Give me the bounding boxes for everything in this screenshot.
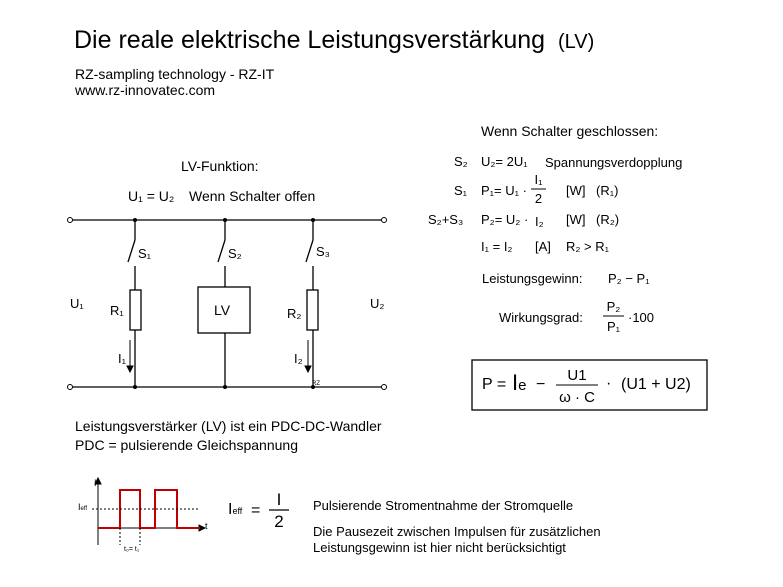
lv-box-label: LV xyxy=(214,302,231,318)
row1-note: Spannungsverdopplung xyxy=(545,155,683,170)
formula-ie: Ie xyxy=(512,370,527,395)
gain-label: Leistungsgewinn: xyxy=(482,271,583,286)
terminal-top-right xyxy=(382,218,387,223)
pulse-t-axis-label: t xyxy=(205,521,208,531)
lv-function-heading: LV-Funktion: xyxy=(181,158,259,174)
switch-s1-label: S₁ xyxy=(138,246,152,261)
resistor-r1 xyxy=(130,290,141,330)
voltage-u1-label: U₁ xyxy=(70,296,84,311)
row2-denominator: 2 xyxy=(534,191,543,206)
formula-lhs: P = xyxy=(482,376,507,393)
gain-expression: P₂ − P₁ xyxy=(608,271,650,286)
ieff-formula-numerator: I xyxy=(276,490,282,509)
ieff-formula-eq: = xyxy=(251,502,261,519)
resistor-r2 xyxy=(307,290,318,330)
terminal-top-left xyxy=(68,218,73,223)
row4-ref: R₂ > R₁ xyxy=(566,239,610,254)
rz-mark: RZ xyxy=(312,381,320,387)
switch-s2-blade xyxy=(218,240,225,262)
current-arrow-i1 xyxy=(127,340,133,372)
row4-unit: [A] xyxy=(535,239,551,254)
current-arrow-i2 xyxy=(305,340,311,372)
row1-switch: S₂ xyxy=(454,154,468,169)
formula-dot: · xyxy=(606,375,612,392)
efficiency-factor: ·100 xyxy=(628,310,655,325)
pulse-ieff-label: Ieff xyxy=(78,502,88,512)
condition-equation: U₁ = U₂ xyxy=(128,188,175,204)
pulse-i-axis-label: I xyxy=(94,478,97,488)
row3-tail: I₂ xyxy=(535,214,544,229)
row2-ref: (R₁) xyxy=(596,183,619,198)
row3-unit: [W] xyxy=(566,212,586,227)
pulse-note-2: Die Pausezeit zwischen Impulsen für zusätzlichen xyxy=(313,524,601,539)
efficiency-numerator: P₂ xyxy=(606,299,621,314)
switch-s2-label: S₂ xyxy=(228,246,242,261)
pulse-t0-label: t₀= t₁ xyxy=(124,546,140,553)
pulse-note-3: Leistungsgewinn ist hier nicht berücksichtigt xyxy=(313,540,566,555)
switch-s3-blade xyxy=(306,240,313,262)
closed-heading: Wenn Schalter geschlossen: xyxy=(481,123,659,139)
pulse-axes xyxy=(95,478,205,545)
current-i2-label: I₂ xyxy=(294,351,303,366)
note-line-1: Leistungsverstärker (LV) ist ein PDC-DC-Wandler xyxy=(75,418,382,434)
current-i1-label: I₁ xyxy=(118,351,126,366)
formula-rhs: (U1 + U2) xyxy=(621,376,691,393)
company-line: RZ-sampling technology - RZ-IT xyxy=(75,66,275,82)
row2-equation: P₁= U₁ · xyxy=(481,183,527,198)
switch-s1-blade xyxy=(128,240,135,262)
efficiency-denominator: P₁ xyxy=(606,319,621,334)
formula-minus: − xyxy=(536,376,546,393)
row2-numerator: I₁ xyxy=(534,172,543,187)
page-title-suffix: (LV) xyxy=(558,31,595,53)
row3-equation: P₂= U₂ · xyxy=(481,212,529,227)
resistor-r2-label: R₂ xyxy=(287,306,302,321)
row3-ref: (R₂) xyxy=(596,212,620,227)
formula-denominator: ω · C xyxy=(559,389,595,406)
row2-switch: S₁ xyxy=(454,183,468,198)
ieff-formula-denominator: 2 xyxy=(274,512,284,531)
note-line-2: PDC = pulsierende Gleichspannung xyxy=(75,437,298,453)
row1-equation: U₂= 2U₁ xyxy=(481,154,528,169)
row3-switch: S₂+S₃ xyxy=(428,212,464,227)
pulse-note-1: Pulsierende Stromentnahme der Stromquelle xyxy=(313,498,574,513)
terminal-bottom-left xyxy=(68,385,73,390)
formula-numerator: U1 xyxy=(567,367,587,384)
terminal-bottom-right xyxy=(382,385,387,390)
row4-equation: I₁ = I₂ xyxy=(481,239,513,254)
switch-s3-label: S₃ xyxy=(316,244,330,259)
page-title: Die reale elektrische Leistungsverstärkung xyxy=(74,26,546,54)
condition-text: Wenn Schalter offen xyxy=(189,188,316,204)
row2-unit: [W] xyxy=(566,183,586,198)
company-url: www.rz-innovatec.com xyxy=(75,82,216,98)
voltage-u2-label: U₂ xyxy=(370,296,385,311)
ieff-formula-lhs: Ieff xyxy=(228,501,243,518)
resistor-r1-label: R₁ xyxy=(110,303,124,318)
efficiency-label: Wirkungsgrad: xyxy=(499,310,583,325)
